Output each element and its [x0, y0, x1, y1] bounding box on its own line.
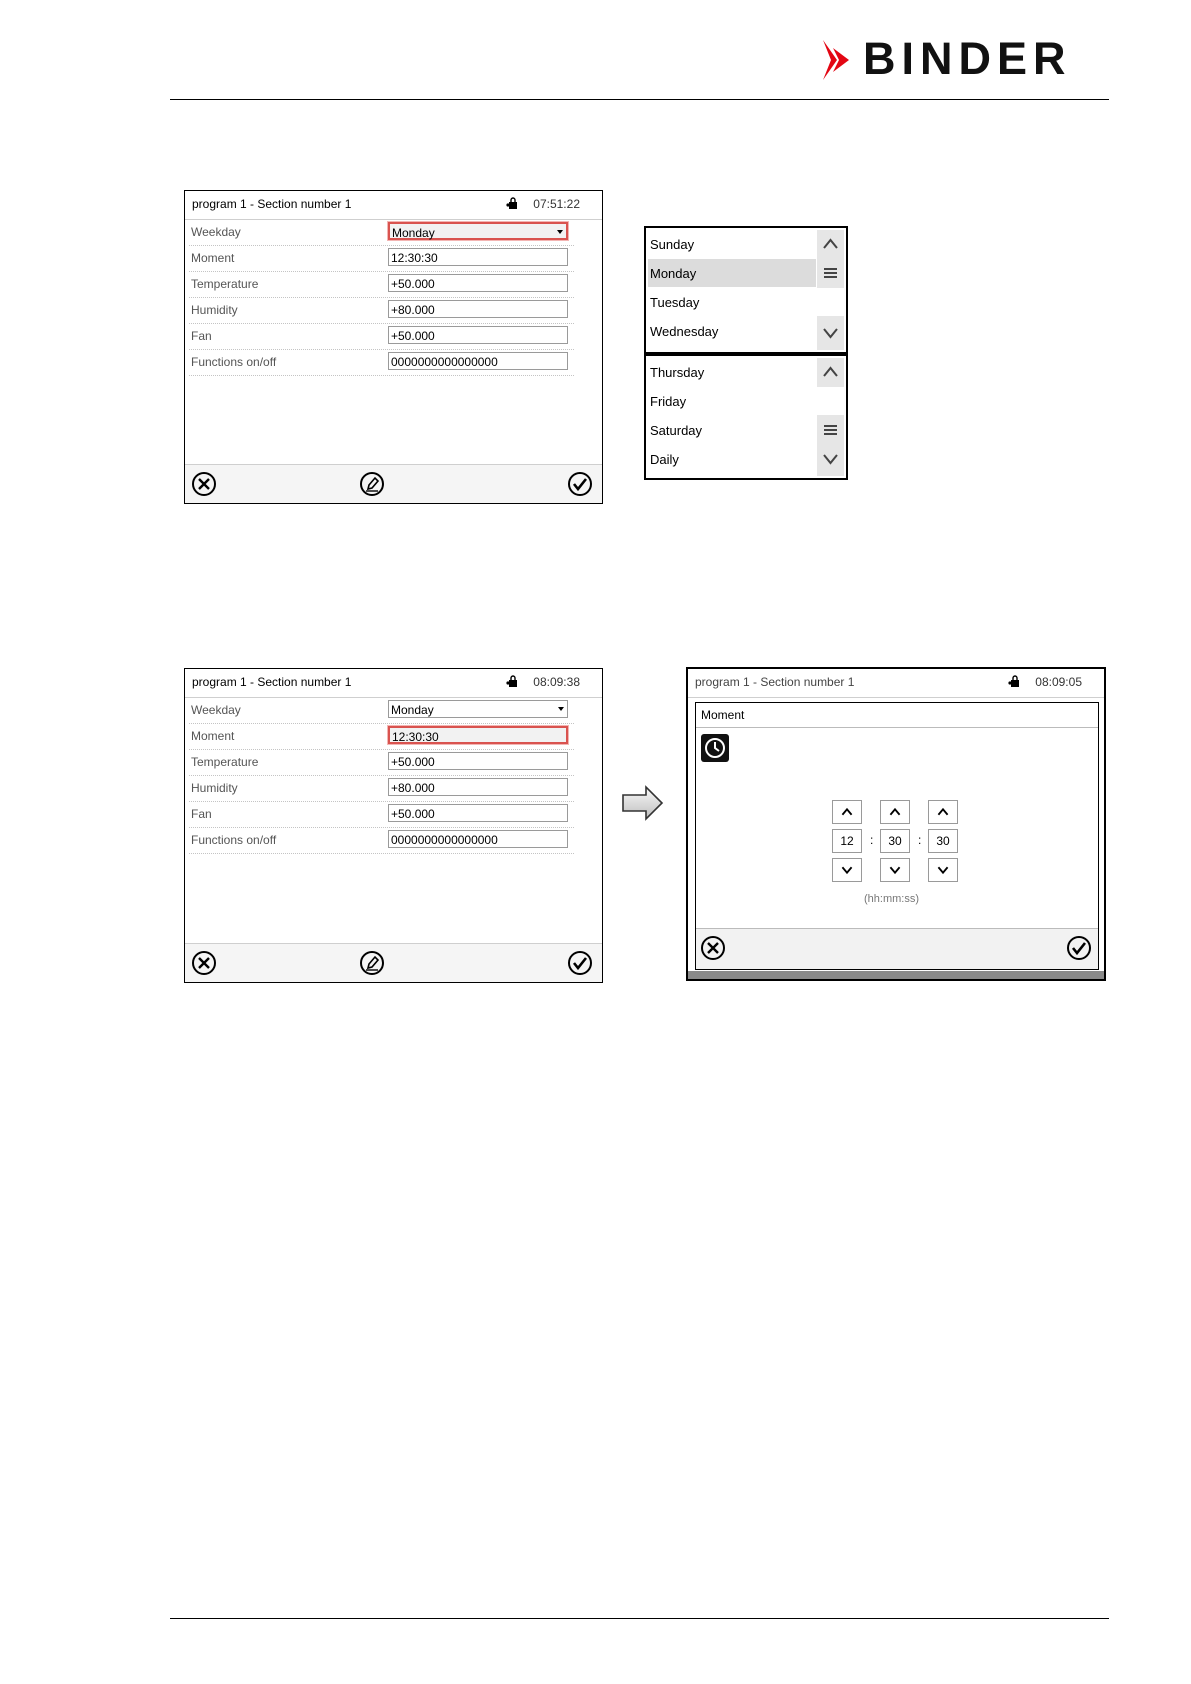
binder-logo-text: BINDER	[863, 33, 1072, 84]
field-value: 0000000000000000	[391, 355, 498, 369]
field-value: +50.000	[391, 329, 435, 343]
confirm-icon[interactable]	[567, 950, 593, 976]
scroll-thumb-icon[interactable]	[817, 259, 844, 287]
minutes-up-button[interactable]	[880, 800, 910, 824]
field-value: +80.000	[391, 303, 435, 317]
moment-field[interactable]	[388, 726, 568, 744]
seconds-down-button[interactable]	[928, 858, 958, 882]
lock-icon	[506, 675, 518, 687]
scroll-down-icon[interactable]	[817, 319, 844, 347]
seconds-up-button[interactable]	[928, 800, 958, 824]
field-value: 12:30:30	[391, 251, 438, 265]
field-value: 12:30:30	[392, 730, 439, 744]
list-item-label: Monday	[650, 266, 697, 281]
seconds-field[interactable]: 30	[928, 829, 958, 853]
edit-icon[interactable]	[359, 950, 385, 976]
cancel-icon[interactable]	[191, 950, 217, 976]
field-value: +80.000	[391, 781, 435, 795]
scroll-up-icon[interactable]	[817, 230, 844, 258]
list-item[interactable]	[648, 445, 816, 473]
row-label: Fan	[191, 329, 212, 343]
dropdown-arrow-icon	[558, 707, 564, 711]
list-item[interactable]	[648, 358, 816, 386]
list-item-label: Tuesday	[650, 295, 700, 310]
screen-footer	[185, 943, 602, 982]
list-item-label: Saturday	[650, 423, 703, 438]
humidity-field[interactable]	[388, 778, 568, 796]
scroll-down-icon[interactable]	[817, 445, 844, 473]
row-functions	[189, 350, 574, 376]
weekday-dropdown[interactable]	[388, 222, 568, 240]
row-moment	[189, 246, 574, 272]
scroll-thumb-icon[interactable]	[817, 416, 844, 444]
list-item-label: Wednesday	[650, 324, 719, 339]
binder-logo	[823, 33, 1113, 84]
field-value: +50.000	[391, 755, 435, 769]
dialog-footer	[696, 928, 1098, 969]
minutes-field[interactable]: 30	[880, 829, 910, 853]
minutes-down-button[interactable]	[880, 858, 910, 882]
scrollbar-track	[817, 387, 844, 415]
row-label: Functions on/off	[191, 355, 277, 369]
hours-down-button[interactable]	[832, 858, 862, 882]
edit-icon[interactable]	[359, 471, 385, 497]
dialog-shadow	[688, 971, 1104, 979]
list-item[interactable]	[648, 230, 816, 258]
arrow-right-icon	[622, 785, 664, 821]
screen-weekday-edit	[184, 190, 603, 504]
row-temperature	[189, 750, 574, 776]
row-label: Weekday	[191, 225, 241, 239]
row-moment	[189, 724, 574, 750]
clock-icon	[701, 734, 729, 762]
list-item-label: Sunday	[650, 237, 695, 252]
row-label: Functions on/off	[191, 833, 277, 847]
header-rule	[170, 99, 1109, 100]
hours-up-button[interactable]	[832, 800, 862, 824]
field-value: Monday	[392, 226, 435, 240]
binder-logo-mark-icon	[823, 40, 855, 80]
confirm-icon[interactable]	[1066, 935, 1092, 961]
list-item-selected[interactable]	[648, 259, 816, 287]
clock-time: 07:51:22	[533, 197, 580, 211]
row-weekday	[189, 220, 574, 246]
field-value: 0000000000000000	[391, 833, 498, 847]
row-label: Humidity	[191, 781, 238, 795]
row-label: Temperature	[191, 755, 259, 769]
lock-icon	[1008, 675, 1020, 687]
screen-footer	[185, 464, 602, 503]
moment-field[interactable]	[388, 248, 568, 266]
functions-field[interactable]	[388, 352, 568, 370]
confirm-icon[interactable]	[567, 471, 593, 497]
weekday-list-page1	[644, 226, 848, 354]
row-label: Moment	[191, 729, 235, 743]
cancel-icon[interactable]	[700, 935, 726, 961]
row-fan	[189, 802, 574, 828]
cancel-icon[interactable]	[191, 471, 217, 497]
time-separator: :	[870, 833, 874, 847]
screen-header	[185, 669, 602, 698]
row-fan	[189, 324, 574, 350]
time-dialog	[695, 702, 1099, 970]
scrollbar-track	[817, 288, 844, 316]
list-item-label: Daily	[650, 452, 679, 467]
temperature-field[interactable]	[388, 752, 568, 770]
humidity-field[interactable]	[388, 300, 568, 318]
row-humidity	[189, 776, 574, 802]
screen-moment-setting	[686, 667, 1106, 981]
screen-header	[185, 191, 602, 220]
list-item[interactable]	[648, 317, 816, 345]
lock-icon	[506, 197, 518, 209]
screen-title: program 1 - Section number 1	[192, 675, 352, 689]
scroll-up-icon[interactable]	[817, 358, 844, 386]
field-value: +50.000	[391, 807, 435, 821]
fan-field[interactable]	[388, 804, 568, 822]
weekday-list-page2	[644, 354, 848, 480]
row-humidity	[189, 298, 574, 324]
field-value: Monday	[391, 703, 434, 717]
row-weekday	[189, 698, 574, 724]
dialog-header	[696, 703, 1098, 728]
field-value: +50.000	[391, 277, 435, 291]
footer-rule	[170, 1618, 1109, 1619]
dialog-title: Moment	[701, 708, 745, 722]
row-label: Temperature	[191, 277, 259, 291]
screen-title: program 1 - Section number 1	[695, 675, 855, 689]
list-item-label: Friday	[650, 394, 687, 409]
row-temperature	[189, 272, 574, 298]
screen-header	[688, 669, 1104, 698]
format-hint: (hh:mm:ss)	[864, 893, 919, 905]
fan-field[interactable]	[388, 326, 568, 344]
row-label: Weekday	[191, 703, 241, 717]
list-item-label: Thursday	[650, 365, 705, 380]
list-item[interactable]	[648, 387, 816, 415]
temperature-field[interactable]	[388, 274, 568, 292]
screen-moment-select	[184, 668, 603, 983]
functions-field[interactable]	[388, 830, 568, 848]
weekday-dropdown[interactable]	[388, 700, 568, 718]
row-label: Fan	[191, 807, 212, 821]
dropdown-arrow-icon	[557, 230, 563, 234]
clock-time: 08:09:38	[533, 675, 580, 689]
clock-time: 08:09:05	[1035, 675, 1082, 689]
hours-field[interactable]: 12	[832, 829, 862, 853]
row-functions	[189, 828, 574, 854]
list-item[interactable]	[648, 288, 816, 316]
scrollbar[interactable]	[817, 230, 844, 350]
time-separator: :	[918, 833, 922, 847]
row-label: Humidity	[191, 303, 238, 317]
scrollbar[interactable]	[817, 358, 844, 476]
list-item[interactable]	[648, 416, 816, 444]
row-label: Moment	[191, 251, 235, 265]
screen-title: program 1 - Section number 1	[192, 197, 352, 211]
